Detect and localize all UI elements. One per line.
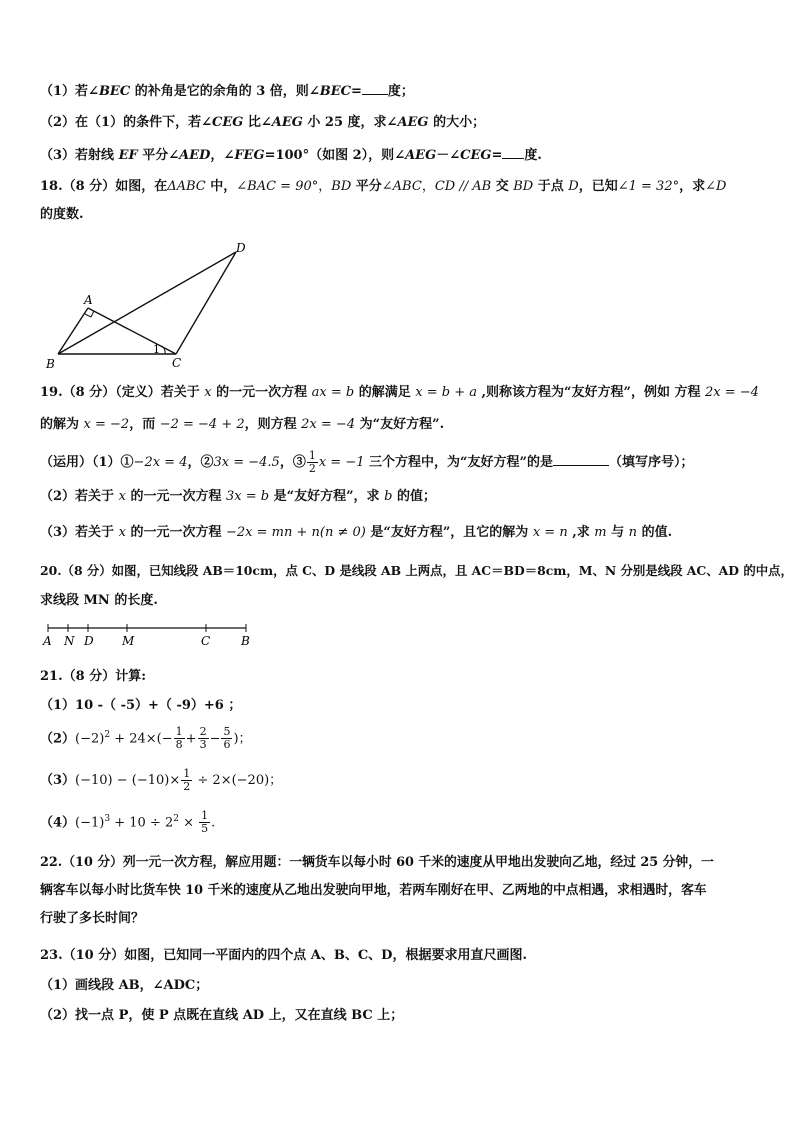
math: D: [568, 179, 579, 194]
q17-part1: [40, 82, 414, 101]
math: ÷ 2×(−20)；: [193, 773, 283, 788]
q23-line2: （1）画线段 AB，∠ADC；: [40, 978, 209, 993]
fraction: [307, 450, 318, 475]
text: 于点: [533, 179, 569, 194]
text: ,则称该方程为“友好方程”，例如 方程: [476, 385, 706, 400]
math: m: [594, 525, 607, 540]
math: 3x = −4.5: [213, 455, 280, 470]
math: ∠CEG: [201, 115, 244, 130]
q19-line2: [40, 416, 444, 434]
text: 的值；: [392, 489, 436, 504]
math: (−10) − (−10)×: [75, 773, 181, 788]
label-m: M: [122, 634, 135, 648]
q19-line5: [40, 524, 672, 542]
math: x: [204, 385, 212, 400]
q17-part3: [40, 146, 542, 165]
denominator: 3: [199, 738, 207, 752]
math: x: [118, 489, 126, 504]
math: 3x = b: [225, 489, 270, 504]
text: 的一元一次方程: [211, 385, 312, 400]
text: 度.: [524, 148, 542, 163]
text: 的一元一次方程: [125, 525, 226, 540]
text: 的解满足: [354, 385, 416, 400]
math: CD // AB: [434, 179, 492, 194]
triangle-figure: [40, 236, 260, 372]
numerator: 1: [183, 767, 191, 780]
exponent: 2: [173, 814, 179, 824]
math: ×: [178, 815, 199, 831]
segment-figure: [38, 620, 258, 650]
math: x = −2: [83, 417, 130, 432]
label-c: C: [201, 634, 211, 648]
text: ，: [210, 148, 224, 163]
answer-blank[interactable]: [502, 146, 524, 159]
denominator: 2: [308, 462, 316, 475]
math: +: [185, 731, 197, 747]
numerator: 1: [308, 449, 316, 462]
answer-blank[interactable]: [553, 453, 609, 466]
text: 小 25 度，求: [302, 115, 387, 130]
text: （2）若关于: [40, 489, 119, 504]
label-b: B: [46, 357, 55, 371]
denominator: 6: [223, 738, 231, 752]
segment-cd: [176, 252, 236, 354]
numerator: 5: [223, 725, 231, 739]
fraction: [174, 726, 185, 751]
math: −2x = mn + n(n ≠ 0): [225, 525, 366, 540]
fraction: [221, 726, 232, 751]
text: 的值.: [637, 525, 673, 540]
text: （填写序号）；: [608, 455, 694, 470]
math: ∠BEC: [88, 84, 131, 99]
text: 交: [491, 179, 514, 194]
fraction: [181, 768, 192, 793]
text: 平分: [137, 148, 169, 163]
q19-line1: [40, 384, 759, 402]
label-b: B: [241, 634, 250, 648]
angle-arc: [162, 346, 165, 354]
q17-part2: [40, 114, 485, 132]
q21-part2: [40, 726, 252, 751]
text: （2）: [40, 731, 76, 747]
question-number: 18.（8 分）如图，在: [40, 179, 168, 194]
math: −: [209, 731, 221, 747]
math: .: [211, 815, 216, 831]
math: ∠CEG: [449, 148, 492, 163]
text: 平分: [351, 179, 382, 194]
text: （运用）（1）①: [40, 455, 134, 470]
q19-line4: [40, 488, 436, 506]
q21-part1: （1）10 -（ -5）+（ -9）+6 ；: [40, 698, 242, 713]
text: =: [350, 84, 362, 99]
math: ∠BAC = 90°: [236, 179, 319, 194]
q23-line3: （2）找一点 P，使 P 点既在直线 AD 上，又在直线 BC 上；: [40, 1008, 404, 1023]
numerator: 1: [201, 809, 209, 823]
text: =100°（如图 2），则: [264, 148, 395, 163]
denominator: 8: [175, 738, 183, 752]
q21-part3: [40, 768, 282, 793]
label-d: D: [84, 634, 94, 648]
math: EF: [118, 148, 138, 163]
math: ax = b: [311, 385, 355, 400]
numerator: 1: [175, 725, 183, 739]
q18-line1: [40, 178, 726, 196]
text: （3）若关于: [40, 525, 119, 540]
text: 中，: [205, 179, 237, 194]
q18-line2: 的度数.: [40, 207, 84, 222]
text: ，②: [187, 455, 214, 470]
text: 度；: [387, 84, 414, 99]
q19-line3: [40, 450, 694, 475]
q20-line2: 求线段 MN 的长度.: [40, 593, 158, 608]
math: + 10 ÷ 2: [110, 815, 174, 831]
label-a: A: [43, 634, 52, 648]
q23-line1: 23.（10 分）如图，已知同一平面内的四个点 A、B、C、D，根据要求用直尺画图.: [40, 948, 527, 963]
denominator: 5: [201, 822, 209, 836]
text: 三个方程中，为“友好方程”的是: [364, 455, 553, 470]
math: ∠ABC: [381, 179, 422, 194]
math: 2x = −4: [301, 417, 356, 432]
math: ΔABC: [167, 179, 206, 194]
denominator: 2: [183, 780, 191, 793]
q21-heading: 21.（8 分）计算:: [40, 669, 146, 684]
math: BD: [513, 179, 534, 194]
math: x = b + a: [415, 385, 477, 400]
text: ，③: [279, 455, 306, 470]
math: ∠BEC: [308, 84, 351, 99]
math: ∠FEG: [223, 148, 265, 163]
q22-line2: 辆客车以每小时比货车快 10 千米的速度从乙地出发驶向甲地，若两车刚好在甲、乙两地的中点相遇，求相遇时，客车: [40, 883, 707, 898]
label-c: C: [172, 356, 182, 370]
math: ∠AEG: [260, 115, 303, 130]
label-angle-1: 1: [153, 343, 160, 356]
text: ，则方程: [244, 417, 302, 432]
text: ，而: [129, 417, 160, 432]
math: )；: [233, 731, 252, 747]
fraction: [199, 810, 210, 835]
q21-part4: [40, 810, 215, 835]
text: 与: [606, 525, 629, 540]
math: b: [384, 489, 393, 504]
text: 的解为: [40, 417, 84, 432]
text: 19.（8 分）（定义）若关于: [40, 385, 205, 400]
text: ,求: [567, 525, 595, 540]
math: ∠AEG: [386, 115, 429, 130]
math: x: [118, 525, 126, 540]
text: 是“友好方程”，且它的解为: [365, 525, 533, 540]
exponent: 3: [104, 814, 111, 824]
text: 是“友好方程”，求: [269, 489, 385, 504]
math: −2x = 4: [133, 455, 188, 470]
label-n: N: [64, 634, 75, 648]
text: （2）在（1）的条件下，若: [40, 115, 202, 130]
math: (−2): [75, 731, 105, 747]
math: ∠AEG: [394, 148, 437, 163]
text: （1）若: [40, 84, 89, 99]
right-angle-mark: [85, 311, 94, 317]
math: x = n: [532, 525, 568, 540]
math: BD: [331, 179, 352, 194]
text: （4）: [40, 815, 76, 831]
text: 为“友好方程”.: [355, 417, 445, 432]
math: ∠1 = 32°: [617, 179, 680, 194]
q22-line1: 22.（10 分）列一元一次方程，解应用题：一辆货车以每小时 60 千米的速度从甲地出发驶向乙地，经过 25 分钟，一: [40, 855, 714, 870]
text: （3）若射线: [40, 148, 119, 163]
math: + 24×(−: [110, 731, 173, 747]
text: －: [436, 148, 450, 163]
math: ∠AED: [168, 148, 211, 163]
text: （3）: [40, 773, 76, 788]
label-a: A: [84, 293, 93, 307]
label-d: D: [236, 241, 246, 255]
numerator: 2: [199, 725, 207, 739]
text: 比: [243, 115, 261, 130]
exponent: 2: [104, 730, 111, 740]
text: 的一元一次方程: [125, 489, 226, 504]
answer-blank[interactable]: [362, 82, 388, 95]
text: =: [491, 148, 503, 163]
math: (−1): [75, 815, 105, 831]
q22-line3: 行驶了多长时间？: [40, 911, 145, 926]
q20-line1: 20.（8 分）如图，已知线段 AB＝10cm，点 C、D 是线段 AB 上两点，且 AC＝BD＝8cm，M、N 分别是线段 AC、AD 的中点，: [40, 563, 793, 578]
text: ，求: [679, 179, 706, 194]
math: 2x = −4: [705, 385, 759, 400]
text: 的大小；: [428, 115, 486, 130]
segment-ba: [58, 308, 88, 354]
math: x = −1: [318, 455, 365, 470]
text: ，: [318, 179, 332, 194]
math: ∠D: [705, 179, 727, 194]
text: ，已知: [578, 179, 618, 194]
math: −2 = −4 + 2: [159, 417, 245, 432]
text: 的补角是它的余角的 3 倍，则: [130, 84, 309, 99]
fraction: [198, 726, 209, 751]
text: ，: [421, 179, 435, 194]
math: n: [628, 525, 638, 540]
